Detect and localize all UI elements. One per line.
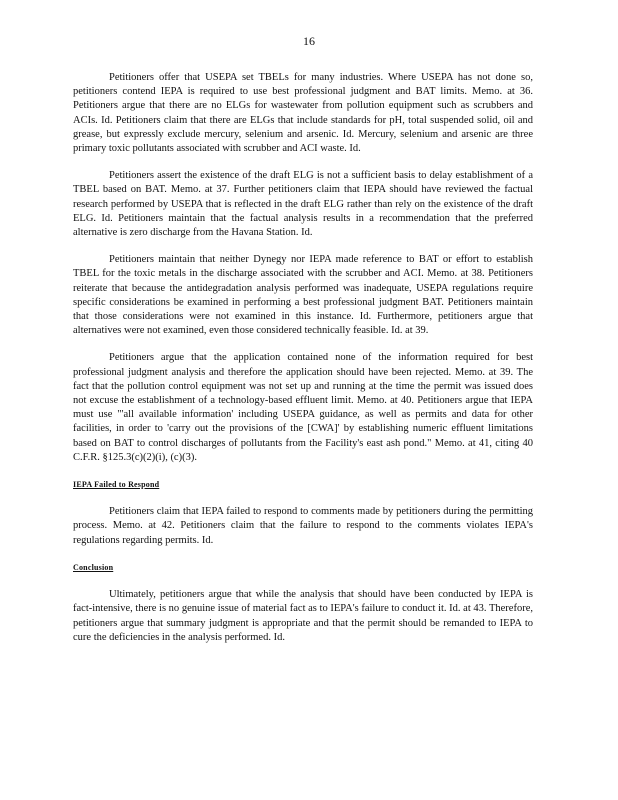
heading-iepa-failed-to-respond: IEPA Failed to Respond bbox=[73, 480, 160, 490]
paragraph-conclusion: Ultimately, petitioners argue that while the analysis that should have been conducted by IEPA is fact-intensive, there is no genuine issue of material fact as to IEPA's failure to conduct it. Id. at 43. Therefore, petitioners argue that summary judgment is appropriate and that the permit should be remanded to IEPA to cure the deficiencies in the analysis performed. Id. bbox=[73, 589, 533, 643]
paragraph-application-information: Petitioners argue that the application contained none of the information required for best professional judgment analysis and therefore the application should have been rejected. Memo. at 39. The fact that the pollution control equipment was not set up and running at the time the permit was issued does not excuse the establishment of a technology-based effluent limit. Memo. at 40. Petitioners argue that IEPA must use "'all available information' including USEPA guidance, as well as permits and data for other facilities, in order to 'carry out the provisions of the [CWA]' by establishing numeric effluent limitations based on BAT to control discharges of pollutants from the Facility's east ash pond." Memo. at 41, citing 40 C.F.R. §125.3(c)(2)(i), (c)(3). bbox=[73, 352, 533, 463]
paragraph-usepa-tbels: Petitioners offer that USEPA set TBELs for many industries. Where USEPA has not done so, petitioners contend IEPA is required to use best professional judgment and BAT limits. Memo. at 36. Petitioners argue that there are no ELGs for wastewater from pollution equipment such as scrubbers and ACIs. Id. Petitioners claim that there are ELGs that include standards for pH, total suspended solid, oil and grease, but expressly exclude mercury, selenium and arsenic. Id. Mercury, selenium and arsenic are three primary toxic pollutants associated with scrubber and ACI waste. Id. bbox=[73, 72, 533, 155]
document-body bbox=[73, 71, 533, 658]
paragraph-bat-reference: Petitioners maintain that neither Dynegy nor IEPA made reference to BAT or effort to establish TBEL for the toxic metals in the discharge associated with the scrubber and ACI. Memo. at 38. Petitioners reiterate that because the antidegradation analysis performed was inadequate, USEPA regulations require specific considerations be examined in performing a best professional judgment BAT. Petitioners maintain that those considerations were not examined in this instance. Id. Furthermore, petitioners argue that alternatives were not examined, even those considered technically feasible. Id. at 39. bbox=[73, 254, 533, 337]
paragraph-failed-to-respond: Petitioners claim that IEPA failed to respond to comments made by petitioners during the permitting process. Memo. at 42. Petitioners claim that the failure to respond to the comments violates IEPA's regulations regarding permits. Id. bbox=[73, 506, 533, 546]
page-number: 16 bbox=[303, 34, 315, 48]
heading-conclusion: Conclusion bbox=[73, 562, 114, 572]
paragraph-draft-elg: Petitioners assert the existence of the draft ELG is not a sufficient basis to delay establishment of a TBEL based on BAT. Memo. at 37. Further petitioners claim that IEPA should have reviewed the factual research performed by USEPA that is reflected in the draft ELG rather than rely on the existence of the draft ELG. Id. Petitioners maintain that the factual analysis results in a recommendation that the preferred alternative is zero discharge from the Havana Station. Id. bbox=[73, 170, 533, 239]
